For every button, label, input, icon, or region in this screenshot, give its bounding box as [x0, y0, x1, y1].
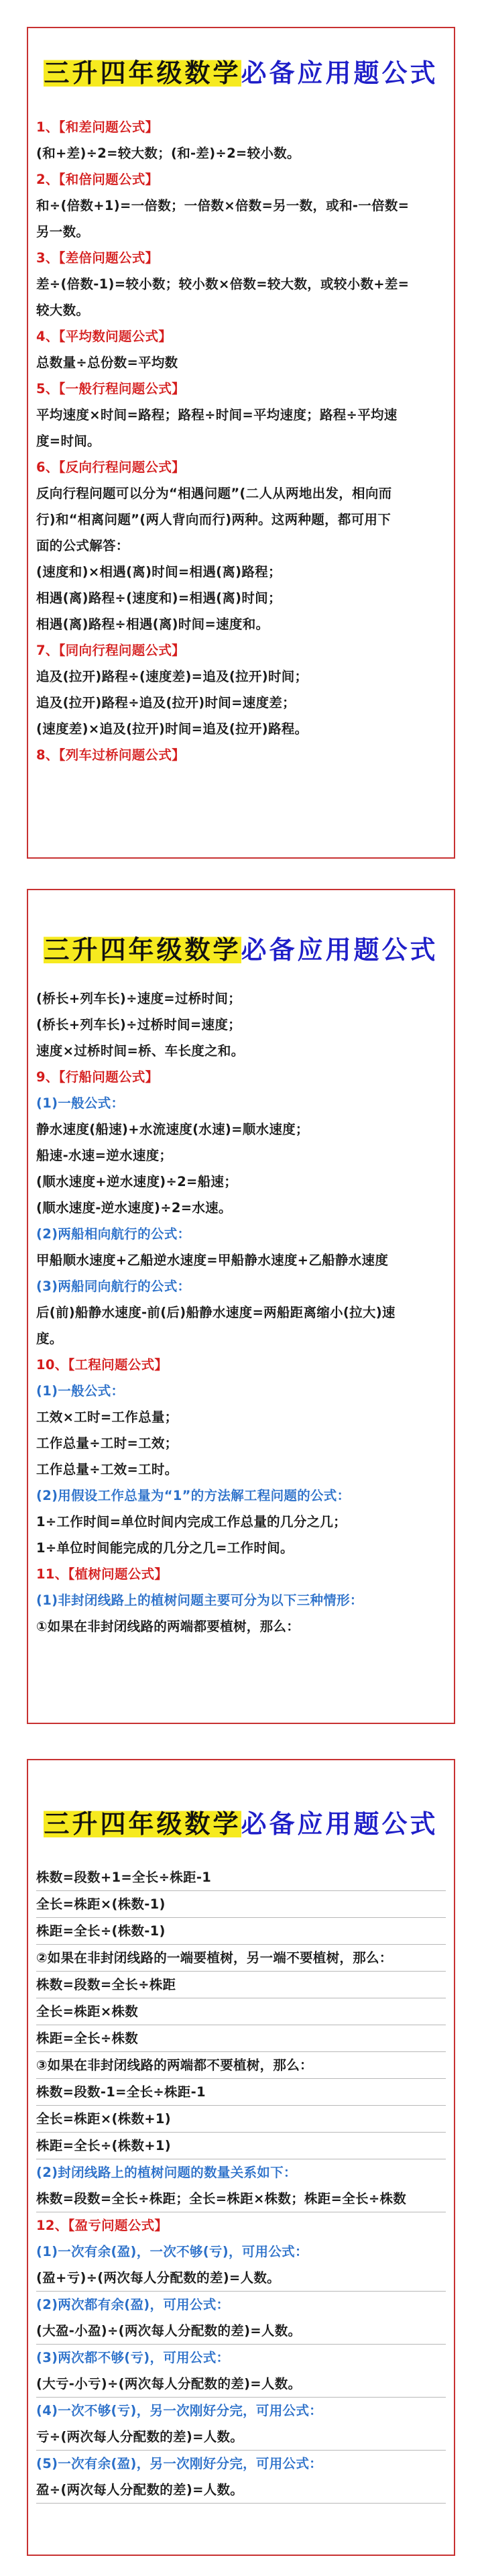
formula-line: (桥长+列车长)÷速度=过桥时间；	[36, 991, 241, 1006]
formula-line: 工作总量÷工效=工时。	[36, 1462, 178, 1477]
formula-line: 较大数。	[36, 303, 90, 318]
formula-line: 工效×工时=工作总量；	[36, 1409, 178, 1425]
section-heading: 11、【植树问题公式】	[36, 1566, 168, 1582]
title-highlight: 三升四年级数学	[44, 58, 241, 88]
card-title	[28, 52, 454, 89]
subheading: (3)两次都不够(亏)，可用公式：	[36, 2350, 230, 2365]
formula-card-1	[27, 27, 455, 859]
section-heading: 6、【反向行程问题公式】	[36, 460, 185, 475]
subheading: (4)一次不够(亏)，另一次刚好分完，可用公式：	[36, 2403, 322, 2418]
formula-line: 和÷(倍数+1)=一倍数；一倍数×倍数=另一数，或和-一倍数=	[36, 198, 410, 213]
formula-line: 后(前)船静水速度-前(后)船静水速度=两船距离缩小(拉大)速	[36, 1305, 396, 1320]
formula-line: 盈÷(两次每人分配数的差)=人数。	[36, 2477, 446, 2504]
formula-line: 平均速度×时间=路程；路程÷时间=平均速度；路程÷平均速	[36, 407, 398, 423]
section-heading: 5、【一般行程问题公式】	[36, 381, 185, 396]
formula-line: 相遇(离)路程÷相遇(离)时间=速度和。	[36, 616, 269, 632]
formula-line: (桥长+列车长)÷过桥时间=速度；	[36, 1017, 241, 1032]
formula-line: 全长=株距×(株数-1)	[36, 1891, 446, 1918]
formula-line: (大盈-小盈)÷(两次每人分配数的差)=人数。	[36, 2318, 446, 2345]
formula-line: ②如果在非封闭线路的一端要植树，另一端不要植树，那么：	[36, 1945, 446, 1972]
formula-line: 株数=段数=全长÷株距；全长=株距×株数；株距=全长÷株数	[36, 2186, 446, 2212]
formula-line: 株数=段数=全长÷株距	[36, 1972, 446, 1998]
formula-line: 船速-水速=逆水速度；	[36, 1148, 173, 1163]
formula-line: 1÷工作时间=单位时间内完成工作总量的几分之几；	[36, 1514, 347, 1529]
formula-card-2	[27, 889, 455, 1724]
section-heading: 12、【盈亏问题公式】	[36, 2218, 168, 2233]
title-rest: 必备应用题公式	[241, 934, 438, 965]
formula-line: 面的公式解答：	[36, 538, 129, 553]
section-heading: 10、【工程问题公式】	[36, 1357, 168, 1373]
formula-line: (顺水速度-逆水速度)÷2=水速。	[36, 1200, 232, 1216]
formula-line: (速度和)×相遇(离)时间=相遇(离)路程；	[36, 564, 282, 580]
subheading: (2)两船相向航行的公式：	[36, 1226, 191, 1242]
subheading: (2)用假设工作总量为“1”的方法解工程问题的公式：	[36, 1488, 351, 1503]
subheading: (2)封闭线路上的植树问题的数量关系如下：	[36, 2165, 297, 2180]
section-heading: 1、【和差问题公式】	[36, 119, 159, 135]
formula-line: 度=时间。	[36, 433, 101, 449]
formula-line: ①如果在非封闭线路的两端都要植树，那么：	[36, 1619, 300, 1634]
section-heading: 7、【同向行程问题公式】	[36, 643, 185, 658]
subheading: (1)一般公式：	[36, 1095, 125, 1111]
title-rest: 必备应用题公式	[241, 1809, 438, 1839]
formula-line: 差÷(倍数-1)=较小数；较小数×倍数=较大数，或较小数+差=	[36, 276, 410, 292]
card-content	[36, 114, 446, 768]
subheading: (5)一次有余(盈)，另一次刚好分完，可用公式：	[36, 2456, 322, 2471]
formula-line: 行)和“相离问题”(两人背向而行)两种。这两种题，都可用下	[36, 512, 391, 527]
formula-line: 静水速度(船速)+水流速度(水速)=顺水速度；	[36, 1122, 309, 1137]
section-heading: 4、【平均数问题公式】	[36, 329, 172, 344]
title-highlight: 三升四年级数学	[44, 934, 241, 965]
card-title	[28, 929, 454, 966]
formula-line: 全长=株距×(株数+1)	[36, 2106, 446, 2133]
formula-line: 甲船顺水速度+乙船逆水速度=甲船静水速度+乙船静水速度	[36, 1252, 389, 1268]
card-content	[36, 985, 446, 1640]
formula-line: 追及(拉开)路程÷追及(拉开)时间=速度差；	[36, 695, 296, 710]
formula-line: 相遇(离)路程÷(速度和)=相遇(离)时间；	[36, 590, 282, 606]
subheading: (1)一次有余(盈)，一次不够(亏)，可用公式：	[36, 2244, 308, 2259]
subheading: (2)两次都有余(盈)，可用公式：	[36, 2297, 230, 2312]
formula-line: ③如果在非封闭线路的两端都不要植树，那么：	[36, 2052, 446, 2079]
formula-line: 追及(拉开)路程÷(速度差)=追及(拉开)时间；	[36, 669, 308, 684]
title-rest: 必备应用题公式	[241, 58, 438, 88]
formula-line: (速度差)×追及(拉开)时间=追及(拉开)路程。	[36, 721, 308, 737]
formula-line: 株距=全长÷(株数+1)	[36, 2133, 446, 2159]
formula-line: 速度×过桥时间=桥、车长度之和。	[36, 1043, 245, 1059]
formula-line: 1÷单位时间能完成的几分之几=工作时间。	[36, 1540, 294, 1556]
subheading: (1)非封闭线路上的植树问题主要可分为以下三种情形：	[36, 1593, 363, 1608]
section-heading: 9、【行船问题公式】	[36, 1069, 159, 1085]
formula-line: (顺水速度+逆水速度)÷2=船速；	[36, 1174, 238, 1189]
formula-line: 度。	[36, 1331, 63, 1346]
formula-card-3	[27, 1759, 455, 2556]
title-highlight: 三升四年级数学	[44, 1809, 241, 1839]
formula-line: 全长=株距×株数	[36, 1998, 446, 2025]
formula-line: 株距=全长÷(株数-1)	[36, 1918, 446, 1945]
card-title	[28, 1803, 454, 1840]
formula-line: 总数量÷总份数=平均数	[36, 355, 178, 370]
formula-line: 另一数。	[36, 224, 90, 239]
formula-line: (大亏-小亏)÷(两次每人分配数的差)=人数。	[36, 2371, 446, 2398]
section-heading: 2、【和倍问题公式】	[36, 172, 159, 187]
formula-line: 株数=段数+1=全长÷株距-1	[36, 1864, 446, 1891]
formula-line: 亏÷(两次每人分配数的差)=人数。	[36, 2424, 446, 2451]
card-content	[36, 1864, 446, 2504]
subheading: (1)一般公式：	[36, 1383, 125, 1399]
formula-line: (和+差)÷2=较大数；(和-差)÷2=较小数。	[36, 146, 300, 161]
formula-line: 工作总量÷工时=工效；	[36, 1436, 178, 1451]
formula-line: 株数=段数-1=全长÷株距-1	[36, 2079, 446, 2106]
formula-line: 株距=全长÷株数	[36, 2025, 446, 2052]
formula-line: 反向行程问题可以分为“相遇问题”(二人从两地出发，相向而	[36, 486, 392, 501]
subheading: (3)两船同向航行的公式：	[36, 1279, 191, 1294]
section-heading: 3、【差倍问题公式】	[36, 250, 159, 266]
section-heading: 8、【列车过桥问题公式】	[36, 747, 185, 763]
formula-line: (盈+亏)÷(两次每人分配数的差)=人数。	[36, 2265, 446, 2292]
